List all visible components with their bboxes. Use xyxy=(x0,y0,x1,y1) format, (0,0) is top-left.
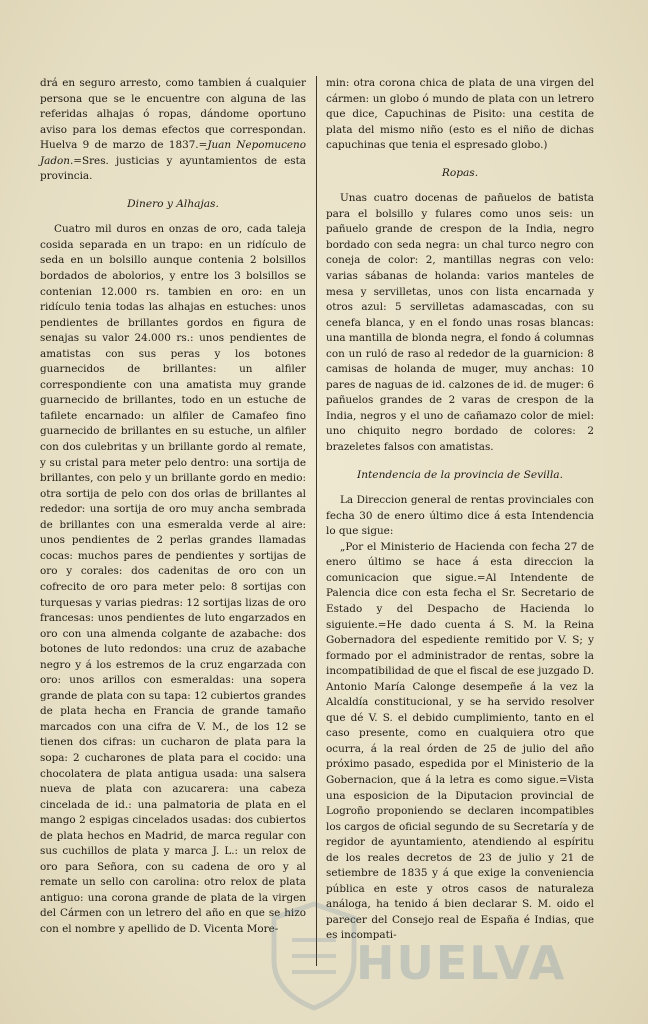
right-column xyxy=(326,76,594,944)
paragraph-ropas: Unas cuatro docenas de pañuelos de batista para el bolsillo y fulares como unos seis: un pañuelo grande de crespon de la India, negro bordado con seda negra: un chal turco negro con coneja de color: 2, mantillas negras con velo: varias sábanas de holanda: varios manteles de mesa y servilletas, unos con lista encarnada y otros azul: 5 servilletas adamascadas, con su cenefa blanca, y en el fondo unas rosas blancas: una mantilla de blonda negra, el fondo á columnas con un ruló de raso al rededor de la guarnicion: 8 camisas de holanda de muger, muy anchas: 10 pares de naguas de id. calzones de id. de muger: 6 pañuelos grandes de 2 varas de crespon de la India, negros y el uno de cañamazo color de miel: uno chiquito negro bordado de colores: 2 brazeletes falsos con amatistas. xyxy=(326,192,594,454)
heading-ropas: Ropas. xyxy=(441,166,479,179)
paragraph-dinero-alhajas: Cuatro mil duros en onzas de oro, cada taleja cosida separada en un trapo: en un ridículo de seda en un bolsillo aunque contenia 2 bolsillos bordados de abolorios, y entre los 3 bolsillos se contenian 12.000 rs. tambien en oro: en un ridículo tenia todas las alhajas en estuches: unos pendientes de brillantes gordos en figura de senajas su valor 24.000 rs.: unos pendientes de amatistas con sus peras y los botones guarnecidos de brillantes: un alfiler correspondiente con una amatista muy grande guarnecido de brillantes, todo en un estuche de tafilete encarnado: un alfiler de Camafeo fino guarnecido de brillantes en su estuche, un alfiler con dos culebritas y un brillante gordo al remate, y su cristal para meter pelo dentro: una sortija de brillantes, con pelo y un brillante gordo en medio: otra sortija de pelo con dos orlas de brillantes al rededor: una sortija de oro muy ancha sembrada de brillantes con una esmeralda verde al aire: unos pendientes de 2 perlas grandes llamadas cocas: muchos pares de pendientes y sortijas de oro y corales: dos cadenitas de oro con un cofrecito de oro para meter pelo: 8 sortijas con turquesas y varias piedras: 12 sortijas lizas de oro francesas: unos pendientes de luto engarzados en oro con una almenda colgante de azabache: dos botones de luto redondos: una cruz de azabache negro y á los estremos de la cruz engarzada con oro: unos arillos con esmeraldas: una sopera grande de plata con su tapa: 12 cubiertos grandes de plata hecha en Francia de grande tamaño marcados con una cifra de V. M., de los 12 se tienen dos cifras: un cucharon de plata para la sopa: 2 cucharones de plata para el cocido: una chocolatera de plata antigua usada: una salsera nueva de plata con azucarera: una cabeza cincelada de id.: una palmatoria de plata en el mango 2 espigas cincelados usadas: dos cubiertos de plata hechos en Madrid, de marca regular con sus cuchillos de plata y marca J. L.: un relox de oro para Señora, con su cadena de oro y al remate un sello con carolina: otro relox de plata antiguo: una corona grande de plata de la virgen del Cármen con un letrero del año en que se hizo con el nombre y apellido de D. Vicenta More- xyxy=(40,223,306,935)
paragraph-corona: min: otra corona chica de plata de una virgen del cármen: un globo ó mundo de plata con un letrero que dice, Capuchinas de Pisito: una cestita de plata del mismo niño (esto es el niño de dichas capuchinas que tenia el espresado globo.) xyxy=(326,77,594,152)
heading-intendencia: Intendencia de la provincia de Sevilla. xyxy=(357,468,563,481)
watermark-huelva: HUELVA xyxy=(356,936,567,990)
archive-emblem-icon xyxy=(268,900,360,1012)
left-column xyxy=(40,76,306,938)
paragraph-arresto: drá en seguro arresto, como tambien á cualquier persona que se le encuentre con alguna de las referidas alhajas ó ropas, dándome oportuno aviso para los demas efectos que correspondan. Huelva 9 de marzo de 1837.=Juan Nepomuceno Jadon.=Sres. justicias y ayuntamientos de esta provincia. xyxy=(40,77,307,183)
heading-dinero-alhajas: Dinero y Alhajas. xyxy=(127,197,219,210)
paragraph-ministerio: „Por el Ministerio de Hacienda con fecha 27 de enero último se hace á esta direccion la comunicacion que sigue.=Al Intendente de Palencia dice con esta fecha el Sr. Secretario de Estado y del Despacho de Hacienda lo siguiente.=He dado cuenta á S. M. la Reina Gobernadora del espediente remitido por V. S; y formado por el administrador de rentas, sobre la incompatibilidad de que el fiscal de ese juzgado D. Antonio María Calonge desempeñe á la vez la Alcaldía constitucional, y se ha servido resolver que dé V. S. el debido cumplimiento, tanto en el caso presente, como en cualquiera otro que ocurra, á la real órden de 25 de julio del año próximo pasado, espedida por el Ministerio de la Gobernacion, que á la letra es como sigue.=Vista una esposicion de la Diputacion provincial de Logroño proponiendo se declaren incompatibles los cargos de oficial segundo de su Secretaría y de regidor de ayuntamiento, atendiendo al espíritu de los reales decretos de 23 de julio y 21 de setiembre de 1835 y á que exige la conveniencia pública en este y otros casos de naturaleza análoga, ha tenido á bien declarar S. M. oido el parecer del Consejo real de España é Indias, que es incompati- xyxy=(326,540,594,942)
paragraph-direccion: La Direccion general de rentas provinciales con fecha 30 de enero último dice á esta Intendencia lo que sigue: xyxy=(326,494,594,538)
column-divider xyxy=(316,76,317,966)
signature: Juan Nepomuceno Jadon. xyxy=(40,139,307,167)
